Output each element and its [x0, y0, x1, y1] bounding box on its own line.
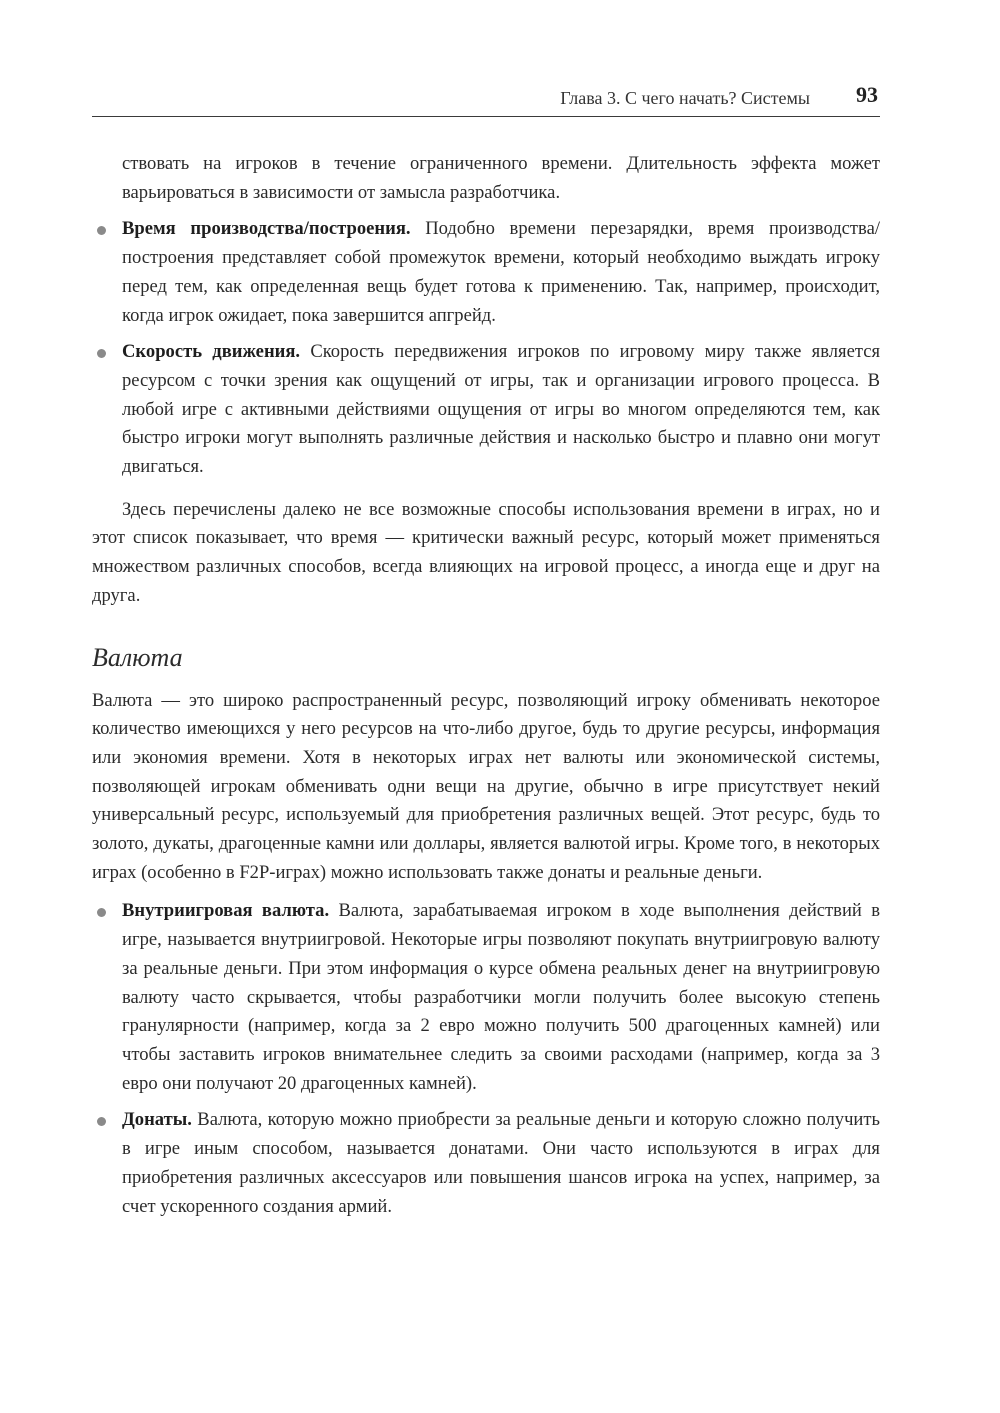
summary-paragraph: Здесь перечислены далеко не все возможные способы использования времени в играх, но и этот список показывает, что время — критически важный ресурс, который может применяться множеством различных способов, всегда влияющих на игровой процесс, а иногда еще и друг на друга.	[92, 498, 880, 606]
bullet-term: Донаты.	[122, 1109, 192, 1131]
bullet-paragraph	[122, 1106, 880, 1221]
bullet-item	[92, 1106, 880, 1221]
bullet-marker	[97, 349, 106, 358]
running-title: Глава 3. С чего начать? Системы	[560, 88, 810, 108]
bullet-marker	[97, 1117, 106, 1126]
currency-bullet-list	[92, 897, 880, 1221]
bullet-marker	[97, 226, 106, 235]
bullet-term: Время производства/построения.	[122, 218, 411, 240]
bullet-text: Подобно времени перезарядки, время производства/построения представляет собой промежуток времени, который необходимо выждать игроку перед тем, как определенная вещь будет готова к применению. Так, например, происходит, когда игрок ожидает, пока завершится апгрейд.	[122, 218, 880, 326]
bullet-text: Валюта, которую можно приобрести за реальные деньги и которую сложно получить в игре иным способом, называется донатами. Они часто используются в играх для приобретения различных аксессуаров или повышения шансов игрока на успех, например, за счет ускоренного создания армий.	[122, 1109, 880, 1217]
bullet-paragraph	[122, 215, 880, 330]
bullet-item	[92, 897, 880, 1098]
bullet-text: Валюта, зарабатываемая игроком в ходе выполнения действий в игре, называется внутриигровой. Некоторые игры позволяют покупать внутриигровую валюту за реальные деньги. При этом информация о курсе обмена реальных денег на внутриигровую валюту часто скрывается, чтобы разработчики могли получить более высокую степень гранулярности (например, когда за 2 евро можно получить 500 драгоценных камней) или чтобы заставить игроков внимательнее следить за своими расходами (например, когда за 3 евро они получают 20 драгоценных камней).	[122, 900, 880, 1094]
bullet-item	[92, 215, 880, 330]
bullet-paragraph	[122, 338, 880, 482]
bullet-text: Скорость передвижения игроков по игровому миру также является ресурсом с точки зрения как ощущений от игры, так и организации игрового процесса. В любой игре с активными действиями ощущения от игры во многом определяются тем, как быстро игроки могут выполнять различные действия и насколько быстро и плавно они могут двигаться.	[122, 341, 880, 478]
running-header	[92, 80, 880, 117]
continued-bullet-text: ствовать на игроков в течение ограниченного времени. Длительность эффекта может варьироваться в зависимости от замысла разработчика.	[122, 153, 880, 203]
bullet-marker	[97, 908, 106, 917]
bullet-item	[92, 338, 880, 482]
section-heading: Валюта	[92, 642, 183, 672]
bullet-term: Скорость движения.	[122, 341, 301, 363]
page-number: 93	[856, 82, 878, 107]
bullet-paragraph	[122, 897, 880, 1098]
bullet-term: Внутриигровая валюта.	[122, 900, 330, 922]
section-intro-paragraph: Валюта — это широко распространенный ресурс, позволяющий игроку обменивать некоторое количество имеющихся у него ресурсов на что-либо другое, будь то другие ресурсы, информация или экономия времени. Хотя в некоторых играх нет валюты или экономической системы, позволяющей игрокам обменивать одни вещи на другие, обычно в игре присутствует некий универсальный ресурс, используемый для приобретения различных вещей. Этот ресурс, будь то золото, дукаты, драгоценные камни или доллары, является валютой игры. Кроме того, в некоторых играх (особенно в F2P-играх) можно использовать также донаты и реальные деньги.	[92, 689, 880, 883]
page-content	[92, 150, 880, 1221]
